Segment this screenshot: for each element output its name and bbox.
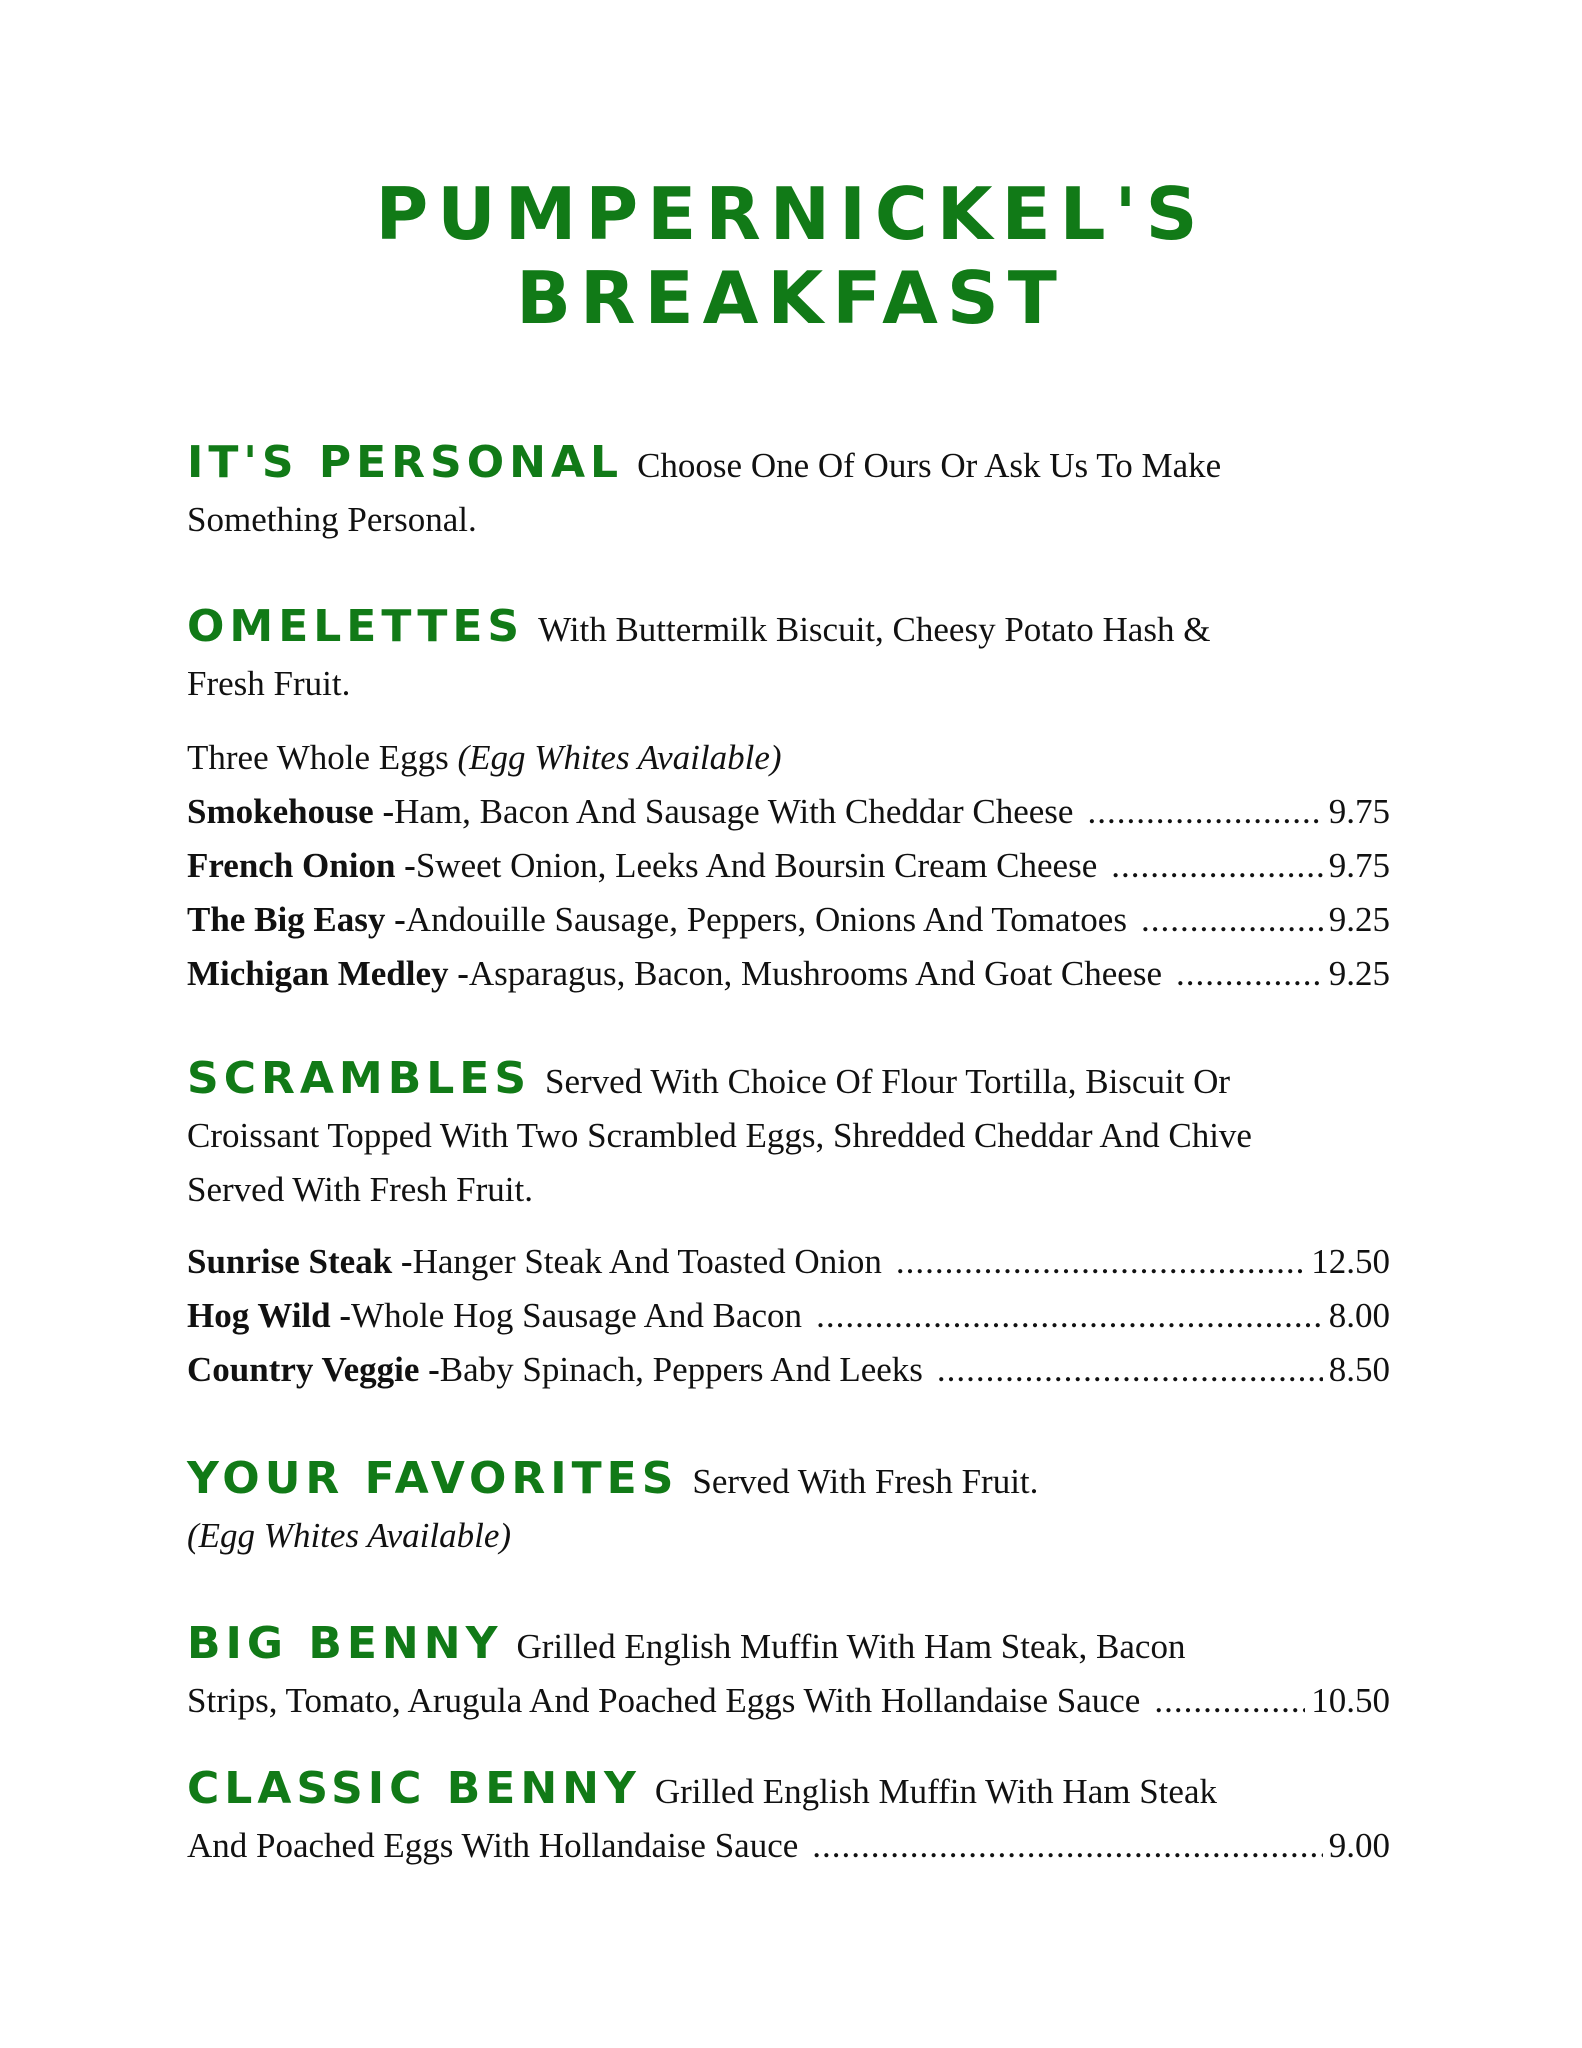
- menu-title-line-1: PUMPERNICKEL'S: [375, 172, 1207, 256]
- menu-title: [0, 172, 1582, 340]
- menu-item-name: Smokehouse -: [187, 792, 395, 831]
- menu-item-desc: Hanger Steak And Toasted Onion: [412, 1242, 882, 1281]
- menu-item-hog-wild: [187, 1289, 1390, 1343]
- menu-item-desc: Andouille Sausage, Peppers, Onions And Tomatoes: [405, 900, 1127, 939]
- menu-item-sunrise-steak: [187, 1235, 1390, 1289]
- section-text-personal: Choose One Of Ours Or Ask Us To Make: [637, 446, 1222, 485]
- section-heading-classic-benny: CLASSIC BENNY: [187, 1763, 641, 1814]
- dot-leader: [812, 1819, 1322, 1873]
- dot-leader: [1141, 893, 1323, 947]
- menu-item-price: 9.25: [1328, 900, 1390, 939]
- section-omelettes: [187, 600, 1390, 1001]
- menu-item-price: 9.00: [1328, 1826, 1390, 1865]
- menu-item-name: Hog Wild -: [187, 1296, 352, 1335]
- menu-item-desc: And Poached Eggs With Hollandaise Sauce: [187, 1826, 799, 1865]
- omelettes-note-italic: (Egg Whites Available): [457, 738, 782, 777]
- section-heading-omelettes: OMELETTES: [187, 601, 525, 652]
- section-text-big-benny: Grilled English Muffin With Ham Steak, Bacon: [516, 1627, 1186, 1666]
- menu-item-price: 10.50: [1311, 1681, 1390, 1720]
- menu-item-desc: Asparagus, Bacon, Mushrooms And Goat Cheese: [468, 954, 1163, 993]
- menu-item-desc: Baby Spinach, Peppers And Leeks: [439, 1350, 923, 1389]
- menu-item-price: 9.25: [1328, 954, 1390, 993]
- dot-leader: [1176, 947, 1323, 1001]
- menu-item-name: Michigan Medley -: [187, 954, 469, 993]
- section-big-benny: [187, 1617, 1390, 1728]
- menu-item-price: 9.75: [1328, 792, 1390, 831]
- menu-item-price: 12.50: [1311, 1242, 1390, 1281]
- menu-item-price: 9.75: [1328, 846, 1390, 885]
- section-heading-scrambles: SCRAMBLES: [187, 1053, 532, 1104]
- dot-leader: [937, 1343, 1323, 1397]
- section-heading-favorites: YOUR FAVORITES: [187, 1453, 679, 1504]
- dot-leader: [1111, 839, 1323, 893]
- omelettes-note: [187, 731, 1390, 785]
- menu-item-desc: Strips, Tomato, Arugula And Poached Eggs With Hollandaise Sauce: [187, 1681, 1141, 1720]
- section-text-scrambles-2: Croissant Topped With Two Scrambled Eggs, Shredded Cheddar And Chive: [187, 1116, 1252, 1155]
- menu-item-price: 8.00: [1328, 1296, 1390, 1335]
- section-heading-big-benny: BIG BENNY: [187, 1618, 503, 1669]
- menu-item-smokehouse: [187, 785, 1390, 839]
- section-text-omelettes: With Buttermilk Biscuit, Cheesy Potato Hash &: [538, 610, 1211, 649]
- omelettes-note-plain: Three Whole Eggs: [187, 738, 458, 777]
- menu-item-french-onion: [187, 839, 1390, 893]
- section-text-scrambles: Served With Choice Of Flour Tortilla, Biscuit Or: [545, 1062, 1231, 1101]
- section-heading-personal: IT'S PERSONAL: [187, 437, 624, 488]
- menu-item-name: Sunrise Steak -: [187, 1242, 413, 1281]
- menu-item-country-veggie: [187, 1343, 1390, 1397]
- menu-item-desc: Sweet Onion, Leeks And Boursin Cream Cheese: [415, 846, 1098, 885]
- section-classic-benny: [187, 1762, 1390, 1873]
- menu-item-name: French Onion -: [187, 846, 416, 885]
- menu-item-big-easy: [187, 893, 1390, 947]
- favorites-note: (Egg Whites Available): [187, 1516, 512, 1555]
- section-text-favorites: Served With Fresh Fruit.: [692, 1462, 1039, 1501]
- section-text-personal-2: Something Personal.: [187, 500, 477, 539]
- menu-item-name: The Big Easy -: [187, 900, 406, 939]
- menu-item-big-benny: [187, 1674, 1390, 1728]
- section-text-classic-benny: Grilled English Muffin With Ham Steak: [654, 1772, 1217, 1811]
- section-text-omelettes-2: Fresh Fruit.: [187, 664, 351, 703]
- dot-leader: [1154, 1674, 1305, 1728]
- menu-item-desc: Ham, Bacon And Sausage With Cheddar Cheese: [394, 792, 1074, 831]
- section-scrambles: [187, 1052, 1390, 1397]
- menu-title-line-2: BREAKFAST: [516, 256, 1066, 340]
- section-favorites: [187, 1452, 1390, 1563]
- menu-item-michigan-medley: [187, 947, 1390, 1001]
- menu-item-price: 8.50: [1328, 1350, 1390, 1389]
- section-personal: [187, 436, 1390, 547]
- dot-leader: [896, 1235, 1305, 1289]
- menu-item-classic-benny: [187, 1819, 1390, 1873]
- dot-leader: [1087, 785, 1322, 839]
- menu-item-name: Country Veggie -: [187, 1350, 440, 1389]
- section-text-scrambles-3: Served With Fresh Fruit.: [187, 1170, 533, 1209]
- dot-leader: [816, 1289, 1323, 1343]
- menu-item-desc: Whole Hog Sausage And Bacon: [351, 1296, 803, 1335]
